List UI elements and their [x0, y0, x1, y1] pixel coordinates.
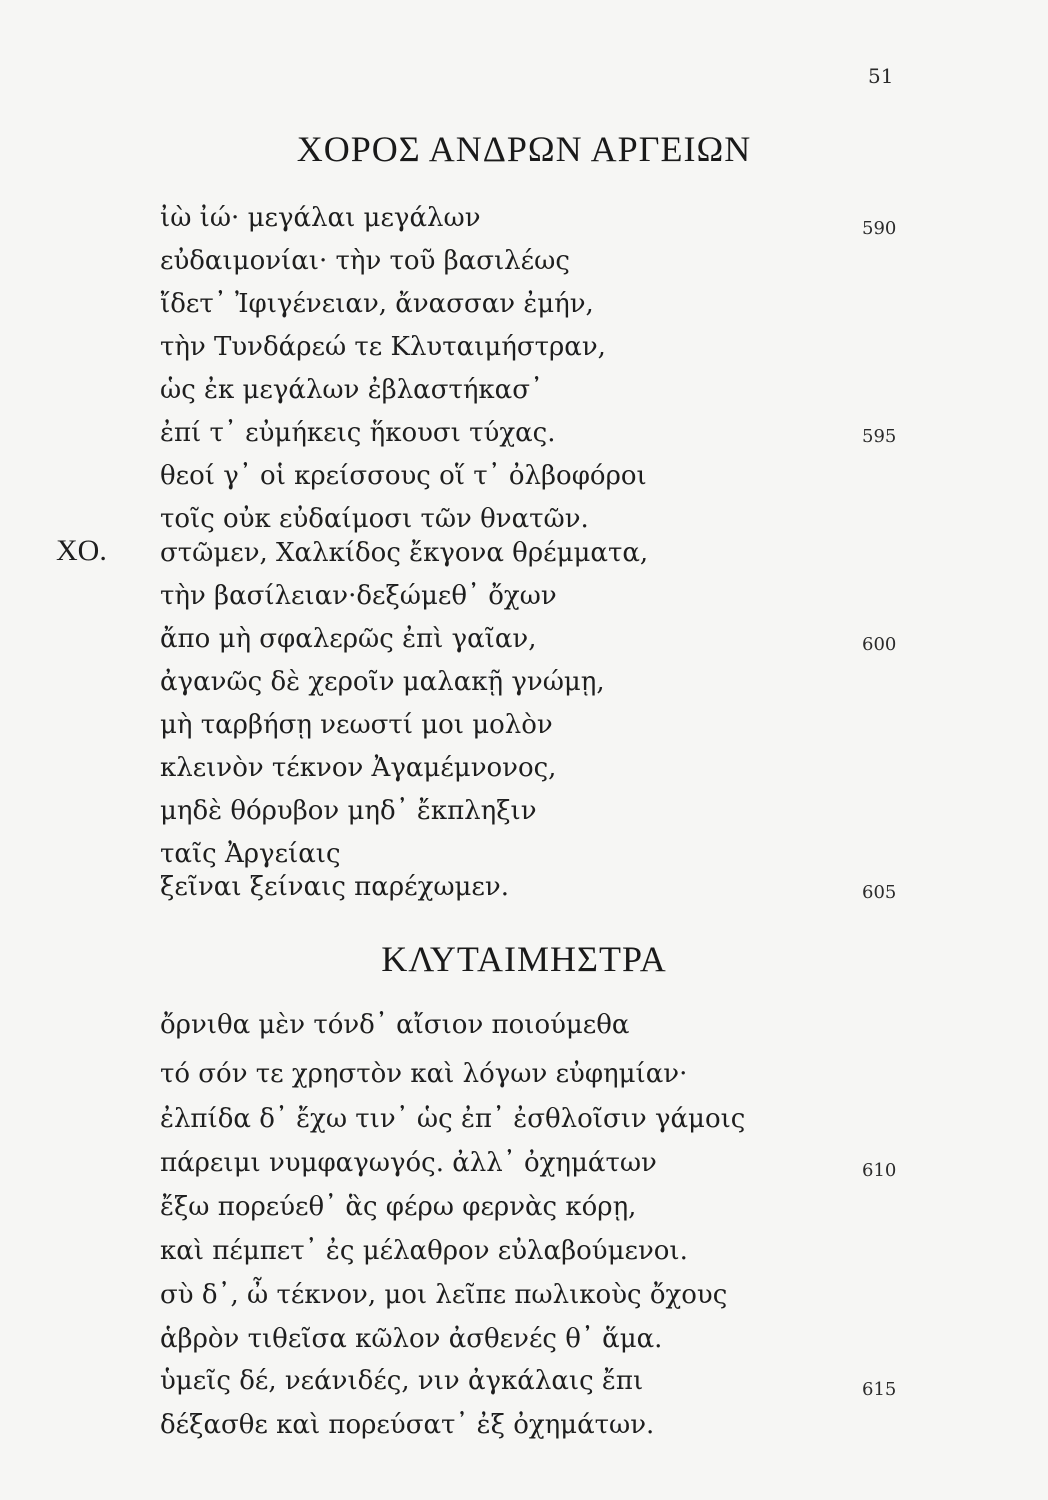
- verse-line: ὡς ἐκ μεγάλων ἐβλαστήκασ᾽: [160, 375, 543, 405]
- verse-line: θεοί γ᾽ οἱ κρείσσους οἵ τ᾽ ὀλβοφόροι: [160, 461, 647, 491]
- verse-line: ἐπί τ᾽ εὐμήκεις ἥκουσι τύχας.: [160, 418, 556, 448]
- verse-line: ἐλπίδα δ᾽ ἔχω τιν᾽ ὡς ἐπ᾽ ἐσθλοῖσιν γάμοις: [160, 1104, 746, 1134]
- speaker-label: ΧΟ.: [56, 534, 107, 567]
- verse-line: ὄρνιθα μὲν τόνδ᾽ αἴσιον ποιούμεθα: [160, 1010, 630, 1040]
- verse-line: ἁβρὸν τιθεῖσα κῶλον ἀσθενές θ᾽ ἅμα.: [160, 1324, 663, 1354]
- verse-line: τό σόν τε χρηστὸν καὶ λόγων εὐφημίαν·: [160, 1059, 688, 1089]
- verse-line: στῶμεν, Χαλκίδος ἔκγονα θρέμματα,: [160, 538, 649, 568]
- line-number: 600: [862, 634, 897, 655]
- verse-line: ἄπο μὴ σφαλερῶς ἐπὶ γαῖαν,: [160, 624, 537, 654]
- verse-line: τὴν βασίλειαν·δεξώμεθ᾽ ὄχων: [160, 581, 557, 611]
- line-number: 610: [862, 1160, 897, 1181]
- verse-line: τοῖς οὐκ εὐδαίμοσι τῶν θνατῶν.: [160, 504, 589, 534]
- verse-line: σὺ δ᾽, ὦ τέκνον, μοι λεῖπε πωλικοὺς ὄχους: [160, 1280, 728, 1310]
- verse-line: μηδὲ θόρυβον μηδ᾽ ἔκπληξιν: [160, 796, 537, 826]
- line-number: 590: [862, 218, 897, 239]
- verse-line: τὴν Τυνδάρεώ τε Κλυταιμήστραν,: [160, 332, 606, 362]
- verse-line: καὶ πέμπετ᾽ ἐς μέλαθρον εὐλαβούμενοι.: [160, 1236, 688, 1266]
- verse-line: δέξασθε καὶ πορεύσατ᾽ ἐξ ὀχημάτων.: [160, 1410, 655, 1440]
- line-number: 595: [862, 426, 897, 447]
- line-number: 605: [862, 882, 897, 903]
- verse-line: ἴδετ᾽ Ἰφιγένειαν, ἄνασσαν ἐμήν,: [160, 289, 594, 319]
- verse-line: εὐδαιμονίαι· τὴν τοῦ βασιλέως: [160, 246, 570, 276]
- klytaimestra-heading: ΚΛΥΤΑΙΜΗΣΤΡΑ: [381, 939, 667, 979]
- verse-line: ὑμεῖς δέ, νεάνιδές, νιν ἀγκάλαις ἔπι: [160, 1366, 644, 1396]
- verse-line: ταῖς Ἀργείαις: [160, 839, 341, 869]
- verse-line: ἔξω πορεύεθ᾽ ἃς φέρω φερνὰς κόρῃ,: [160, 1192, 637, 1222]
- chorus-heading: ΧΟΡΟΣ ΑΝΔΡΩΝ ΑΡΓΕΙΩΝ: [296, 129, 752, 169]
- verse-line: ἰὼ ἰώ· μεγάλαι μεγάλων: [160, 203, 481, 233]
- verse-line: μὴ ταρβήσῃ νεωστί μοι μολὸν: [160, 710, 553, 740]
- verse-line: ξεῖναι ξείναις παρέχωμεν.: [160, 872, 509, 902]
- page-number: 51: [868, 64, 894, 88]
- verse-line: πάρειμι νυμφαγωγός. ἀλλ᾽ ὀχημάτων: [160, 1148, 657, 1178]
- verse-line: κλεινὸν τέκνον Ἀγαμέμνονος,: [160, 753, 557, 783]
- line-number: 615: [862, 1379, 897, 1400]
- verse-line: ἀγανῶς δὲ χεροῖν μαλακῇ γνώμῃ,: [160, 667, 605, 697]
